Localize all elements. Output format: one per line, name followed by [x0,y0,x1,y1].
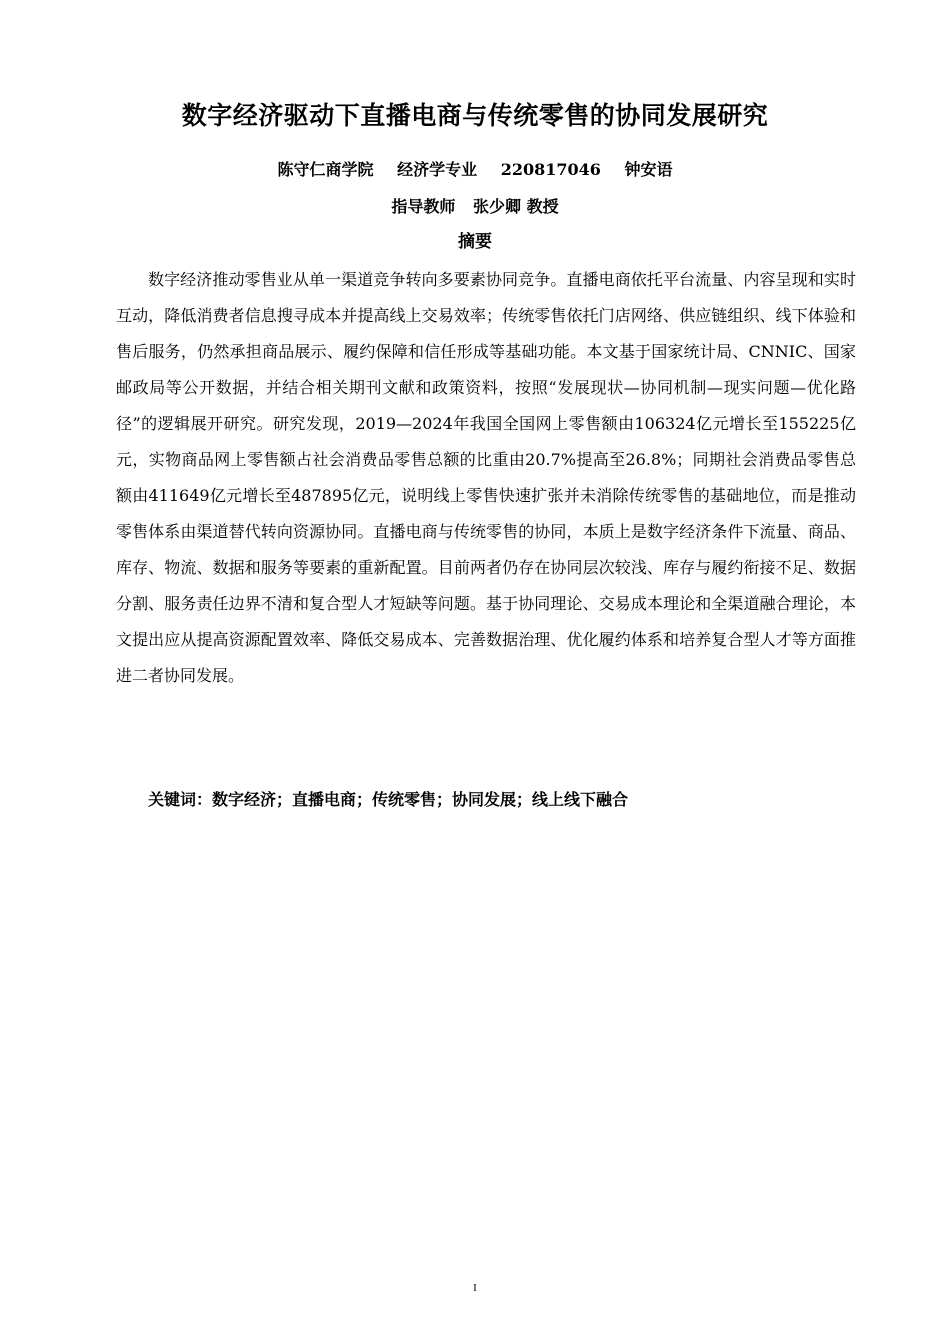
author-student-id: 220817046 [500,160,601,179]
advisor-line [0,193,950,221]
keywords-line: 关键词：数字经济；直播电商；传统零售；协同发展；线上线下融合 [148,790,629,809]
author-line [0,156,950,184]
page-number: I [473,1282,477,1294]
advisor-name: 张少卿 教授 [473,197,559,216]
advisor-label: 指导教师 [391,197,456,216]
abstract-body: 数字经济推动零售业从单一渠道竞争转向多要素协同竞争。直播电商依托平台流量、内容呈现和实时互动，降低消费者信息搜寻成本并提高线上交易效率；传统零售依托门店网络、供应链组织、线下体验和售后服务，仍然承担商品展示、履约保障和信任形成等基础功能。本文基于国家统计局、CNNIC、国家邮政局等公开数据，并结合相关期刊文献和政策资料，按照“发展现状—协同机制—现实问题—优化路径”的逻辑展开研究。研究发现，2019—2024年我国全国网上零售额由106324亿元增长至155225亿元，实物商品网上零售额占社会消费品零售总额的比重由20.7%提高至26.8%；同期社会消费品零售总额由411649亿元增长至487895亿元，说明线上零售快速扩张并未消除传统零售的基础地位，而是推动零售体系由渠道替代转向资源协同。直播电商与传统零售的协同，本质上是数字经济条件下流量、商品、库存、物流、数据和服务等要素的重新配置。目前两者仍存在协同层次较浅、库存与履约衔接不足、数据分割、服务责任边界不清和复合型人才短缺等问题。基于协同理论、交易成本理论和全渠道融合理论，本文提出应从提高资源配置效率、降低交易成本、完善数据治理、优化履约体系和培养复合型人才等方面推进二者协同发展。 [116,270,856,685]
author-name: 钟安语 [624,160,673,179]
author-school: 陈守仁商学院 [277,160,374,179]
abstract-heading: 摘要 [458,232,492,252]
paper-title: 数字经济驱动下直播电商与传统零售的协同发展研究 [181,101,769,130]
author-major: 经济学专业 [397,160,478,179]
